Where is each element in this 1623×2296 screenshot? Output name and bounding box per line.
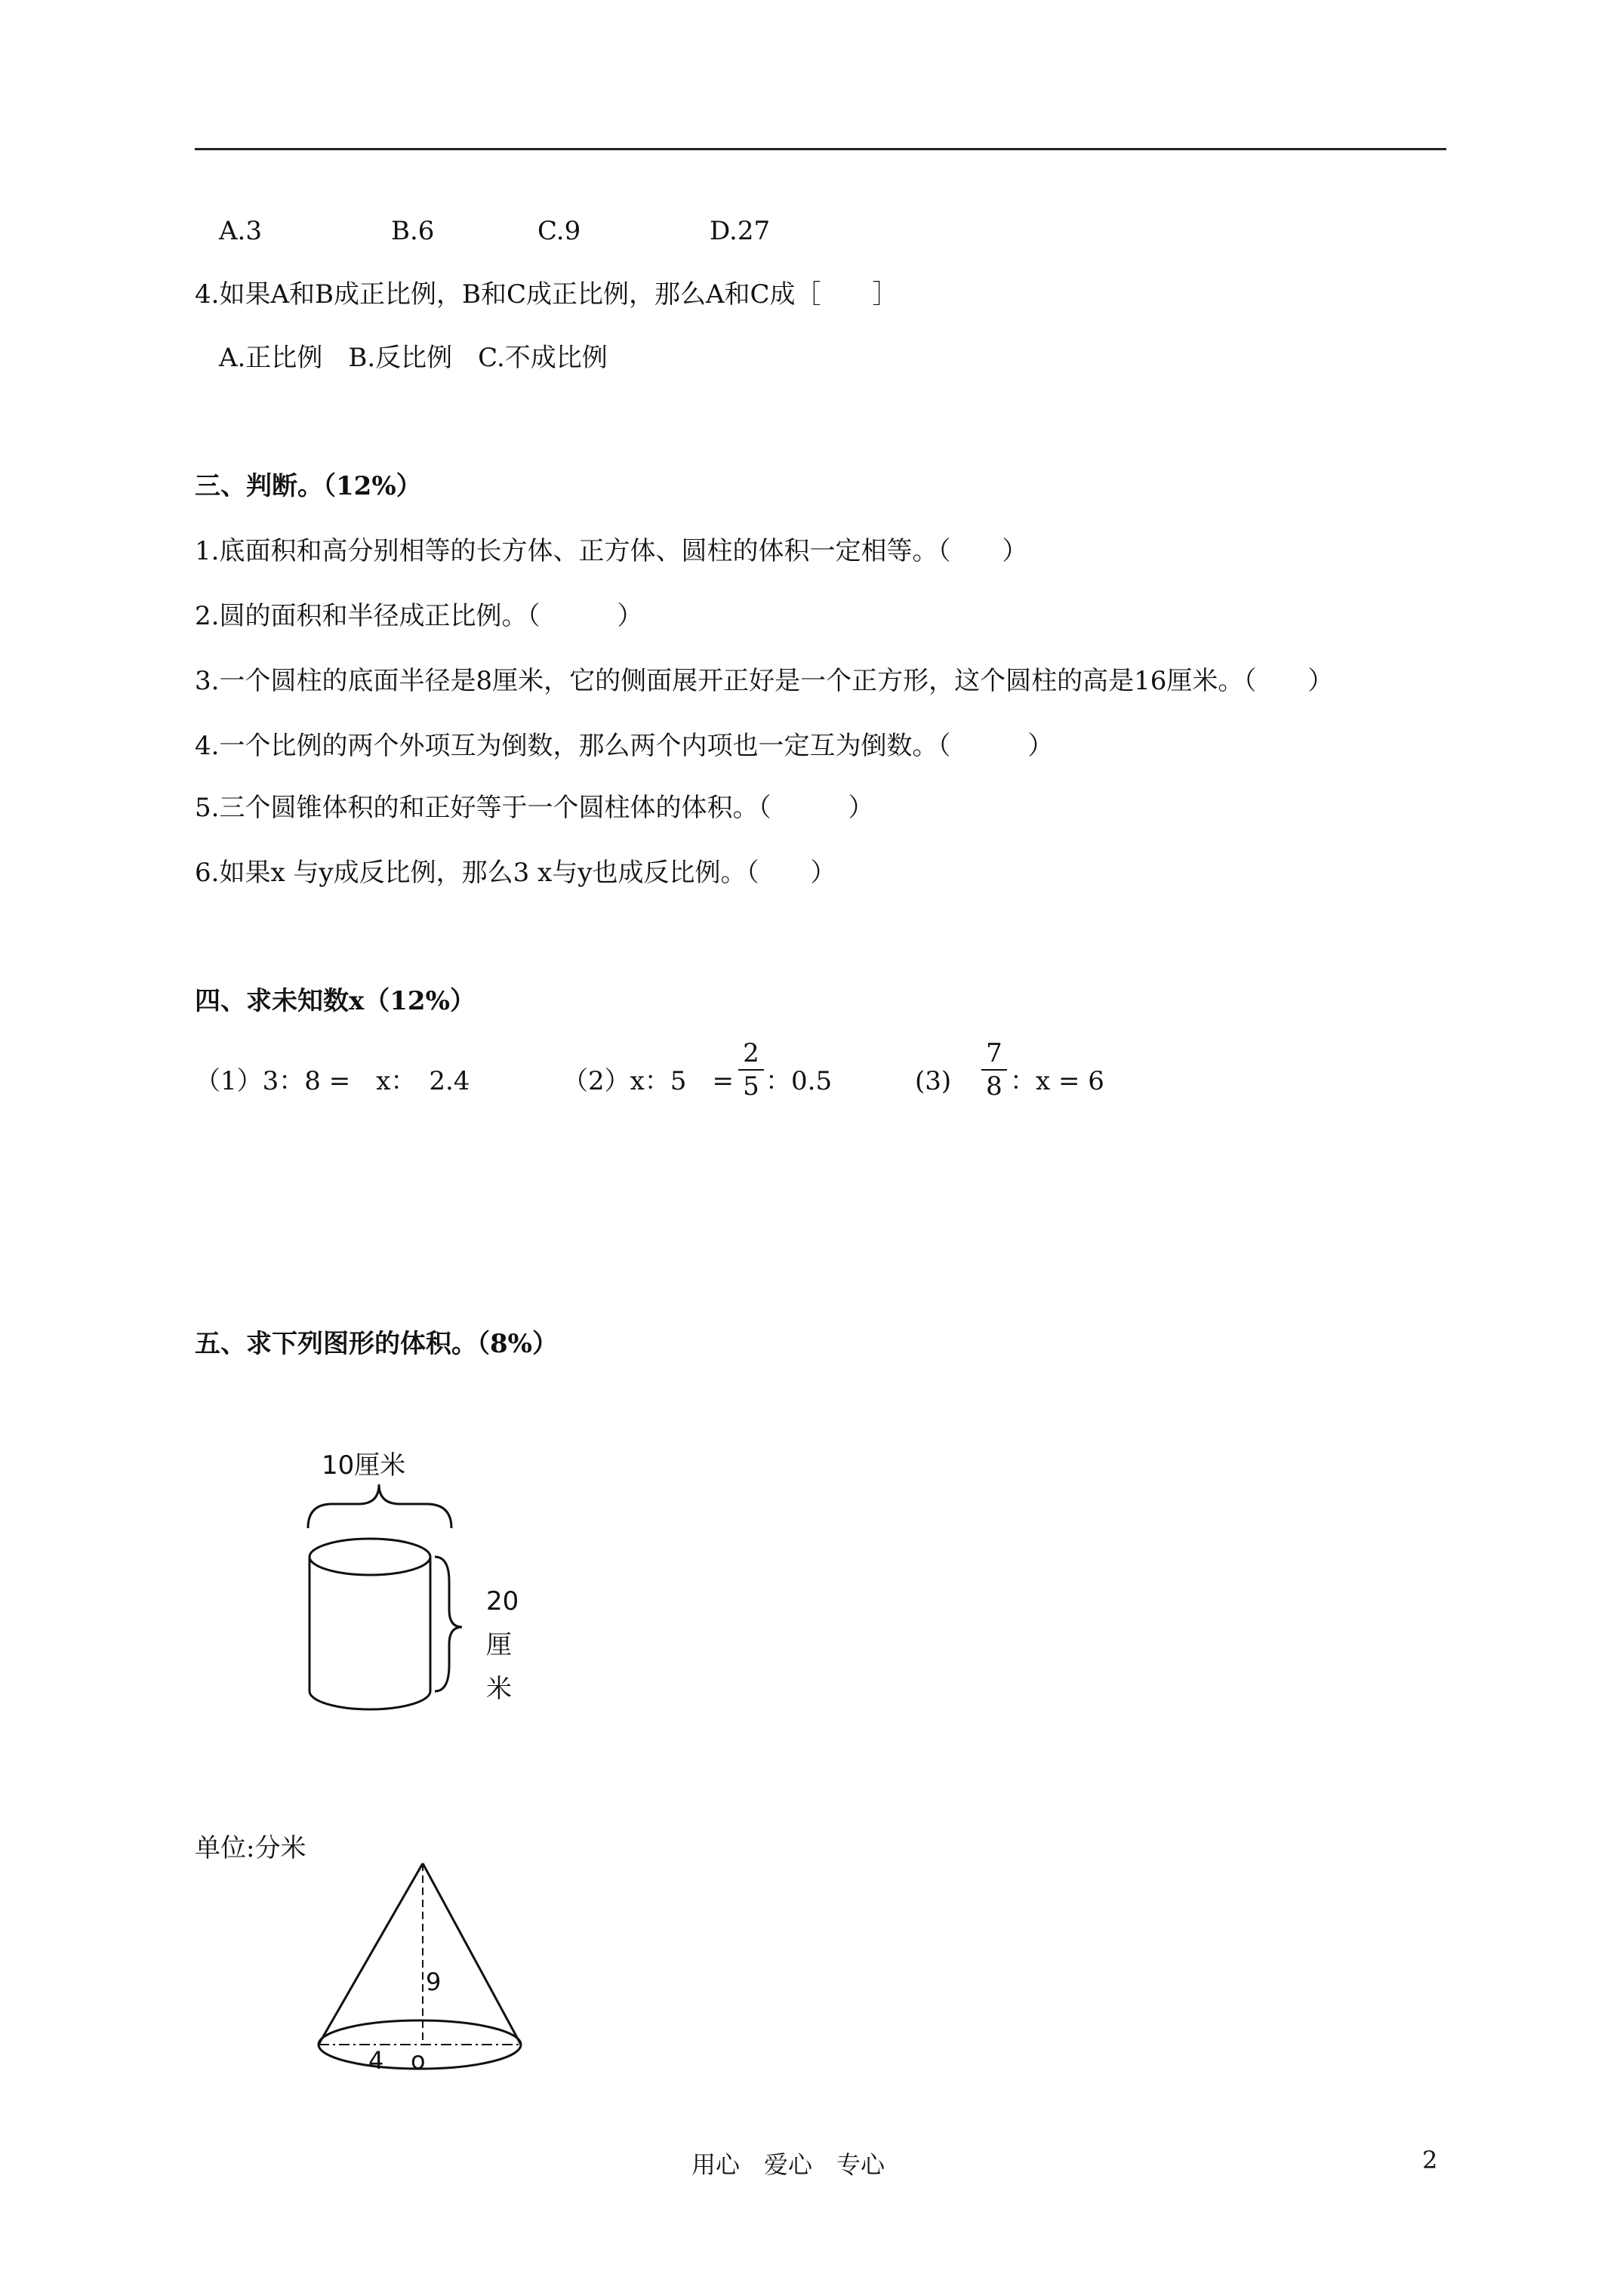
cylinder-bottom-arc xyxy=(310,1691,430,1709)
cone-height-label: 9 xyxy=(426,1968,442,1996)
cone-left-slant xyxy=(319,1863,423,2045)
section3-title: 三、判断。（12%） xyxy=(195,471,422,501)
cylinder-height-brace xyxy=(435,1557,462,1691)
equation-3-right: ：x = 6 xyxy=(1010,1066,1104,1096)
judge-item-2: 2.圆的面积和半径成正比例。（ ） xyxy=(195,601,643,631)
judge-item-3: 3.一个圆柱的底面半径是8厘米，它的侧面展开正好是一个正方形，这个圆柱的高是16厘米。（ ） xyxy=(195,666,1334,696)
cylinder-diameter-label: 10厘米 xyxy=(322,1450,406,1481)
equation-3-fraction xyxy=(981,1039,1007,1101)
equation-2-fraction xyxy=(738,1039,764,1101)
cone-unit-label: 单位:分米 xyxy=(195,1833,306,1863)
header-rule xyxy=(195,148,1446,150)
section5-title: 五、求下列图形的体积。（8%） xyxy=(195,1329,558,1359)
equation-2-right: ：0.5 xyxy=(765,1066,833,1096)
cone-figure xyxy=(302,1842,544,2099)
fraction-numerator: 7 xyxy=(986,1038,1002,1068)
cylinder-top-ellipse xyxy=(310,1539,430,1575)
cone-right-slant xyxy=(423,1863,521,2045)
cylinder-height-label-2: 厘 xyxy=(486,1630,512,1660)
judge-item-5: 5.三个圆锥体积的和正好等于一个圆柱体的体积。（ ） xyxy=(195,793,874,823)
footer-motto: 用心 爱心 专心 xyxy=(691,2150,885,2179)
cylinder-figure xyxy=(287,1435,559,1721)
equation-2-left: （2）x：5 = xyxy=(562,1066,734,1096)
fraction-bar xyxy=(738,1069,764,1071)
fraction-denominator: 8 xyxy=(986,1071,1002,1102)
q3-option-d: D.27 xyxy=(710,216,771,246)
fraction-numerator: 2 xyxy=(743,1038,759,1068)
equation-3-left: (3) xyxy=(915,1066,952,1096)
page-number: 2 xyxy=(1422,2146,1438,2174)
cylinder-height-label-1: 20 xyxy=(486,1586,519,1616)
judge-item-6: 6.如果x 与y成反比例，那么3 x与y也成反比例。（ ） xyxy=(195,858,836,888)
section4-title: 四、求未知数x（12%） xyxy=(195,986,476,1016)
cone-radius-label: 4 xyxy=(368,2046,384,2075)
judge-item-4: 4.一个比例的两个外项互为倒数，那么两个内项也一定互为倒数。（ ） xyxy=(195,731,1054,761)
equation-1: （1）3：8 = x： 2.4 xyxy=(195,1066,470,1096)
q4-options: A.正比例 B.反比例 C.不成比例 xyxy=(219,343,608,373)
fraction-denominator: 5 xyxy=(743,1071,759,1102)
q4-question: 4.如果A和B成正比例，B和C成正比例，那么A和C成［ ］ xyxy=(195,279,898,310)
q3-option-a: A.3 xyxy=(219,216,262,246)
cylinder-height-label-3: 米 xyxy=(486,1674,512,1704)
q3-option-b: B.6 xyxy=(391,216,435,246)
cylinder-diameter-brace xyxy=(308,1484,451,1528)
fraction-bar xyxy=(981,1069,1007,1071)
q3-option-c: C.9 xyxy=(537,216,581,246)
judge-item-1: 1.底面积和高分别相等的长方体、正方体、圆柱的体积一定相等。（ ） xyxy=(195,536,1028,566)
cone-center-label: o xyxy=(411,2046,426,2075)
